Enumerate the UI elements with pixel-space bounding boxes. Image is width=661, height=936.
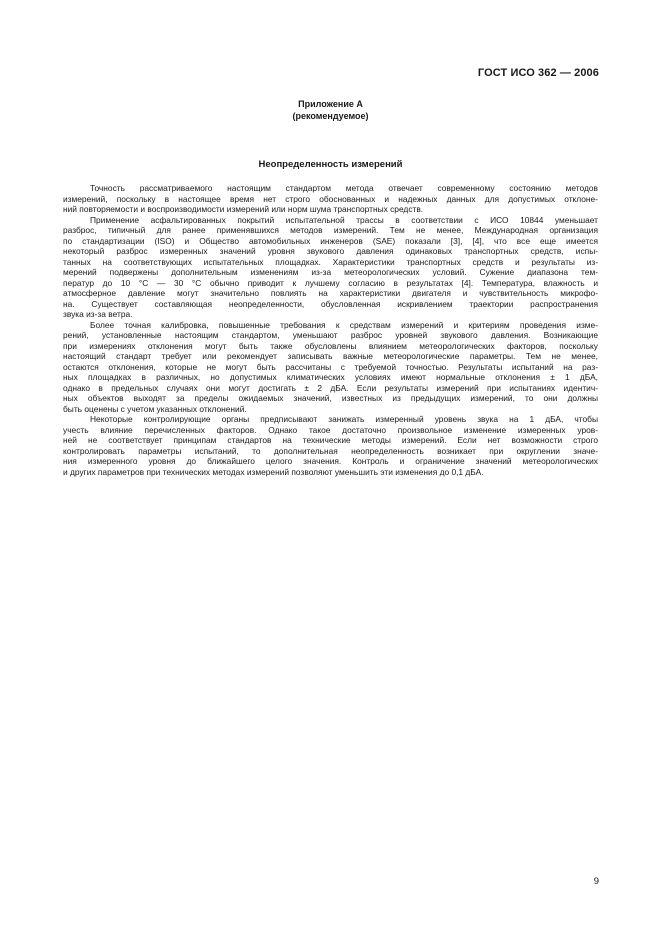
text-line: ней не соответствует принципам стандартов на технические методы измерений. Если нет возможности строго — [63, 435, 598, 445]
text-line: контролировать параметры испытаний, то дополнительная неопределенность возникает при округлении значе- — [63, 445, 598, 456]
text-line: остаются отклонения, которые не могут быть рассчитаны с требуемой точностью. Результаты испытаний на раз- — [63, 361, 598, 372]
text-line: по стандартизации (ISO) и Общество автомобильных инженеров (SAE) показали [3], [4], что все еще имеется — [63, 235, 598, 246]
text-line: атмосферное давление могут значительно повлиять на характеристики двигателя и чувствительность микрофо- — [63, 288, 598, 298]
text-line: быть оценены с учетом указанных отклонений. — [63, 403, 247, 414]
standard-designation: ГОСТ ИСО 362 — 2006 — [477, 67, 599, 79]
document-body — [63, 183, 598, 477]
section-title: Неопределенность измерений — [258, 159, 403, 170]
text-line: некоторый разброс измеренных значений уровня звукового давления одинаковых транспортных средств, испы- — [63, 246, 598, 256]
text-line: разброс, типичный для ранее применявшихся методов измерений. Тем не менее, Международная организация — [63, 225, 598, 235]
text-line: Применение асфальтированных покрытий испытательной трассы в соответствии с ИСО 10844 уменьшает — [90, 214, 598, 225]
text-line: измерений, поскольку в настоящее время нет строго обоснованных и надежных данных для допустимых отклоне- — [63, 193, 598, 204]
text-line: на. Существует составляющая неопределенности, обусловленная искривлением траектории распространения — [63, 298, 598, 309]
text-line: ния измеренного уровня до ближайшего целого значения. Контроль и ограничение значений метеорологических — [63, 456, 598, 466]
paragraph-1 — [63, 183, 598, 215]
text-line: танных на соответствующих испытательных площадках. Характеристики транспортных средств и результаты из- — [63, 256, 598, 267]
paragraph-2 — [63, 215, 598, 320]
text-line: и других параметров при технических методах измерений позволяют уменьшить эти изменения до 0,1 дБА. — [63, 466, 484, 477]
text-line: ператур до 10 °С — 30 °С обычно приводит к лучшему согласию в результатах [4]. Температура, влажность и — [63, 277, 598, 288]
text-line: Некоторые контролирующие органы предписывают занижать измеренный уровень звука на 1 дБА, чтобы — [90, 414, 598, 424]
text-line: мерений подвержены дополнительным изменениям из-за метеорологических условий. Сужение диапазона тем- — [63, 267, 598, 277]
text-line: Точность рассматриваемого настоящим стандартом метода отвечает современному состоянию методов — [90, 183, 598, 193]
text-line: ных объектов выходят за пределы ожидаемых значений, известных из предыдущих измерений, то они должны — [63, 393, 598, 403]
paragraph-3 — [63, 320, 598, 415]
paragraph-4 — [63, 414, 598, 477]
appendix-subtitle: (рекомендуемое) — [292, 111, 369, 121]
appendix-heading — [0, 98, 661, 122]
page-number: 9 — [593, 876, 599, 887]
appendix-title: Приложение А — [298, 99, 363, 109]
text-line: ний повторяемости и воспроизводимости измерений или норм шума транспортных средств. — [63, 204, 424, 214]
text-line: звука из-за ветра. — [63, 309, 133, 319]
text-line: ных площадках в различных, но допустимых климатических условиях имеют нормальные отклонения ± 1 дБА, — [63, 372, 598, 382]
text-line: настоящий стандарт требует или рекомендует записывать важные метеорологические параметры. Тем не менее, — [63, 351, 598, 361]
text-line: рений, установленные настоящим стандартом, уменьшают разброс уровней звукового давления. Возникающие — [63, 330, 598, 340]
text-line: Более точная калибровка, повышенные требования к средствам измерений и критериям проведения изме- — [90, 319, 598, 330]
text-line: однако в предельных случаях они могут достигать ± 2 дБА. Если результаты измерений при испытаниях идентич- — [63, 382, 598, 393]
text-line: учесть влияние перечисленных факторов. Однако такое достаточно произвольное изменение измеренных уров- — [63, 424, 598, 435]
text-line: при измерениях отклонения могут быть также обусловлены влиянием метеорологических факторов, поскольку — [63, 340, 598, 351]
